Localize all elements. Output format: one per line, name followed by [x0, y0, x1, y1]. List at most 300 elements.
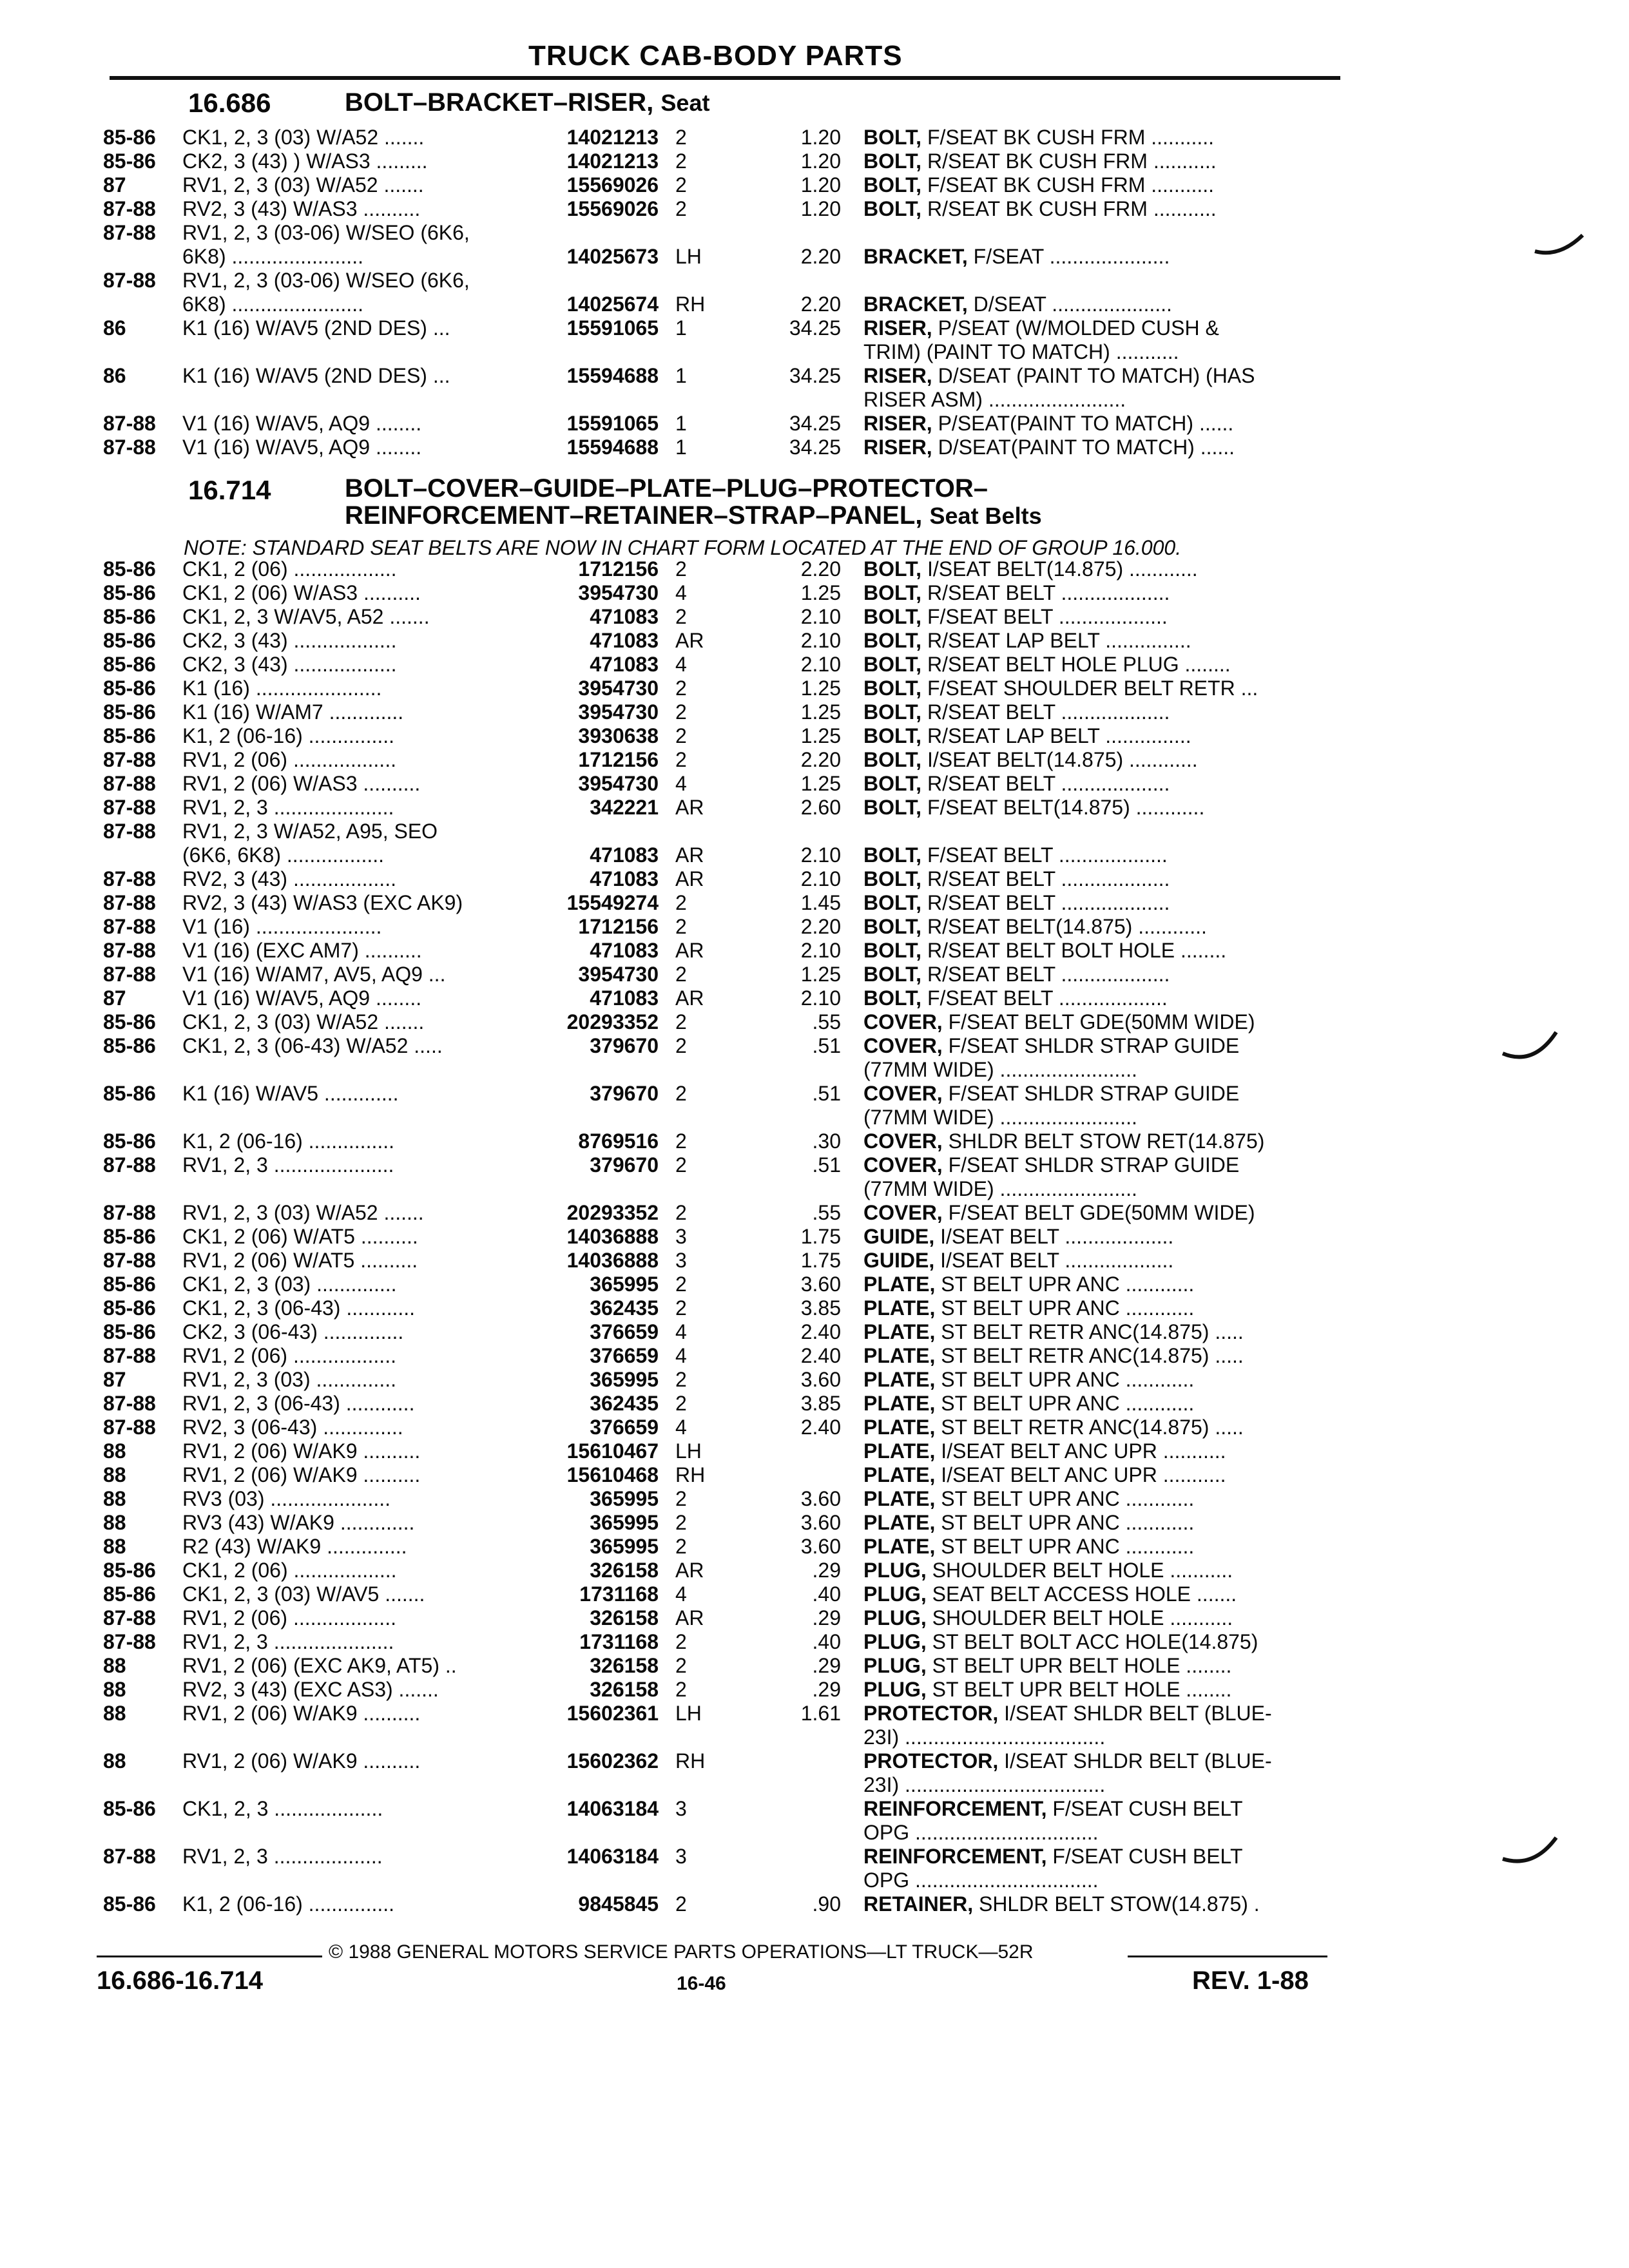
model-cell: 6K8) .......................	[182, 293, 363, 316]
description-part-name: BOLT,	[863, 149, 922, 173]
year-cell: 87-88	[103, 1201, 156, 1224]
description-text: I/SEAT BELT ANC UPR ...........	[941, 1463, 1226, 1486]
price-cell: 2.40	[800, 1344, 841, 1367]
model-cell: RV1, 2 (06) ..................	[182, 1606, 396, 1629]
price-cell: 2.10	[800, 605, 841, 628]
table-row	[0, 1439, 1629, 1463]
model-cell: V1 (16) (EXC AM7) ..........	[182, 939, 422, 962]
footer-rule-left	[97, 1956, 322, 1957]
model-cell: R2 (43) W/AK9 ..............	[182, 1535, 407, 1558]
year-cell: 86	[103, 316, 126, 340]
description-text: F/SEAT BK CUSH FRM ...........	[927, 126, 1215, 149]
quantity-cell: 3	[675, 1249, 687, 1272]
description-part-name: BOLT,	[863, 581, 922, 604]
quantity-cell: RH	[675, 1749, 706, 1773]
description-text: SEAT BELT ACCESS HOLE .......	[932, 1582, 1237, 1606]
year-cell: 87	[103, 173, 126, 197]
model-cell: RV1, 2, 3 W/A52, A95, SEO	[182, 820, 438, 843]
description-part-name: PLATE,	[863, 1416, 936, 1439]
table-row	[0, 1606, 1629, 1630]
table-row	[0, 293, 1629, 316]
table-row	[0, 1725, 1629, 1749]
year-cell: 88	[103, 1749, 126, 1773]
footer-copyright: © 1988 GENERAL MOTORS SERVICE PARTS OPERATIONS—LT TRUCK—52R	[329, 1941, 1034, 1963]
year-cell: 85-86	[103, 1225, 156, 1248]
table-row	[0, 149, 1629, 173]
description-part-name: COVER,	[863, 1010, 943, 1033]
model-cell: CK1, 2 (06) ..................	[182, 1559, 397, 1582]
description-part-name: RISER,	[863, 436, 932, 459]
description-cell	[863, 796, 1327, 820]
year-cell: 85-86	[103, 1797, 156, 1820]
year-cell: 88	[103, 1654, 126, 1677]
model-cell: RV1, 2, 3 (03-06) W/SEO (6K6,	[182, 269, 470, 292]
part-number-cell: 342221	[590, 796, 659, 819]
table-row	[0, 1582, 1629, 1606]
description-part-name: COVER,	[863, 1034, 943, 1057]
description-part-name: BOLT,	[863, 748, 922, 771]
model-cell: K1 (16) W/AM7 .............	[182, 700, 404, 724]
description-part-name: COVER,	[863, 1129, 943, 1153]
quantity-cell: 2	[675, 1487, 687, 1510]
price-cell: 2.20	[800, 748, 841, 771]
table-row	[0, 581, 1629, 605]
quantity-cell: RH	[675, 293, 706, 316]
description-text: F/SEAT BELT ...................	[927, 605, 1168, 628]
part-number-cell: 379670	[590, 1034, 659, 1057]
table-row	[0, 867, 1629, 891]
description-part-name: BOLT,	[863, 126, 922, 149]
table-row	[0, 1630, 1629, 1654]
description-text: F/SEAT SHLDR STRAP GUIDE	[948, 1034, 1240, 1057]
quantity-cell: AR	[675, 1606, 704, 1629]
part-number-cell: 15610467	[566, 1439, 659, 1463]
table-row	[0, 269, 1629, 293]
description-cell	[863, 724, 1327, 748]
description-text: F/SEAT BELT(14.875) ............	[927, 796, 1205, 819]
description-cell	[863, 605, 1327, 629]
description-part-name: BRACKET,	[863, 245, 968, 268]
part-number-cell: 326158	[590, 1678, 659, 1701]
model-cell: RV1, 2, 3 .....................	[182, 1630, 394, 1653]
price-cell: 1.20	[800, 197, 841, 220]
description-part-name: PLUG,	[863, 1582, 927, 1606]
part-number-cell: 15610468	[566, 1463, 659, 1486]
footer-revision: REV. 1-88	[1192, 1966, 1309, 1995]
description-cell	[863, 1439, 1327, 1463]
part-number-cell: 3954730	[578, 581, 659, 604]
description-text: ST BELT UPR ANC ............	[941, 1487, 1195, 1510]
quantity-cell: 2	[675, 605, 687, 628]
model-cell: K1 (16) ......................	[182, 677, 382, 700]
description-part-name: PLATE,	[863, 1320, 936, 1343]
price-cell: 2.60	[800, 796, 841, 819]
price-cell: 2.10	[800, 653, 841, 676]
model-cell: K1, 2 (06-16) ...............	[182, 1129, 395, 1153]
description-part-name: BOLT,	[863, 891, 922, 914]
year-cell: 88	[103, 1702, 126, 1725]
part-number-cell: 15591065	[566, 412, 659, 435]
year-cell: 88	[103, 1678, 126, 1701]
model-cell: CK1, 2, 3 ...................	[182, 1797, 383, 1820]
price-cell: 1.25	[800, 581, 841, 604]
quantity-cell: 2	[675, 677, 687, 700]
description-cell	[863, 915, 1327, 939]
year-cell: 85-86	[103, 1582, 156, 1606]
section-title-16686	[345, 89, 709, 116]
table-row	[0, 364, 1629, 388]
year-cell: 87-88	[103, 891, 156, 914]
description-cell	[863, 963, 1327, 986]
table-row	[0, 796, 1629, 820]
quantity-cell: 2	[675, 1678, 687, 1701]
model-cell: CK1, 2 (06) ..................	[182, 557, 397, 581]
description-cell	[863, 1773, 1327, 1797]
year-cell: 88	[103, 1439, 126, 1463]
quantity-cell: AR	[675, 629, 704, 652]
year-cell: 88	[103, 1511, 126, 1534]
description-cell	[863, 1487, 1327, 1511]
year-cell: 87-88	[103, 1845, 156, 1868]
part-number-cell: 376659	[590, 1344, 659, 1367]
description-part-name: PROTECTOR,	[863, 1749, 999, 1773]
table-row	[0, 1344, 1629, 1368]
price-cell: 1.25	[800, 963, 841, 986]
year-cell: 88	[103, 1463, 126, 1486]
table-row	[0, 700, 1629, 724]
description-part-name: BRACKET,	[863, 293, 968, 316]
description-text: ST BELT UPR ANC ............	[941, 1368, 1195, 1391]
model-cell: V1 (16) ......................	[182, 915, 382, 938]
description-cell	[863, 1559, 1327, 1582]
table-row	[0, 1749, 1629, 1773]
table-row	[0, 1129, 1629, 1153]
quantity-cell: 3	[675, 1225, 687, 1248]
description-text: R/SEAT BELT BOLT HOLE ........	[927, 939, 1227, 962]
part-number-cell: 3954730	[578, 677, 659, 700]
description-part-name: PLATE,	[863, 1463, 936, 1486]
year-cell: 86	[103, 364, 126, 387]
price-cell: .29	[812, 1606, 841, 1629]
description-cell	[863, 843, 1327, 867]
description-part-name: RISER,	[863, 412, 932, 435]
model-cell: RV1, 2 (06) W/AK9 ..........	[182, 1463, 421, 1486]
quantity-cell: 2	[675, 1034, 687, 1057]
description-text: ST BELT UPR ANC ............	[941, 1535, 1195, 1558]
price-cell: 34.25	[789, 364, 841, 387]
description-cell	[863, 986, 1327, 1010]
quantity-cell: 2	[675, 1630, 687, 1653]
quantity-cell: AR	[675, 939, 704, 962]
table-row	[0, 963, 1629, 986]
description-cell	[863, 1702, 1327, 1725]
year-cell: 85-86	[103, 653, 156, 676]
quantity-cell: 2	[675, 1082, 687, 1105]
price-cell: .29	[812, 1559, 841, 1582]
quantity-cell: 2	[675, 1535, 687, 1558]
part-number-cell: 3954730	[578, 700, 659, 724]
quantity-cell: 2	[675, 1201, 687, 1224]
part-number-cell: 3930638	[578, 724, 659, 747]
year-cell: 88	[103, 1487, 126, 1510]
description-text: SHLDR BELT STOW RET(14.875)	[948, 1129, 1265, 1153]
model-cell: CK2, 3 (43) ..................	[182, 653, 397, 676]
price-cell: 2.20	[800, 915, 841, 938]
price-cell: 2.10	[800, 629, 841, 652]
description-text: SHOULDER BELT HOLE ...........	[932, 1559, 1233, 1582]
description-cell	[863, 412, 1327, 436]
year-cell: 85-86	[103, 1034, 156, 1057]
model-cell: CK1, 2, 3 (03) W/AV5 .......	[182, 1582, 425, 1606]
description-cell	[863, 1654, 1327, 1678]
year-cell: 87-88	[103, 772, 156, 795]
description-cell	[863, 1511, 1327, 1535]
description-text: I/SEAT BELT ANC UPR ...........	[941, 1439, 1226, 1463]
description-part-name: GUIDE,	[863, 1225, 935, 1248]
year-cell: 85-86	[103, 724, 156, 747]
quantity-cell: 2	[675, 1654, 687, 1677]
table-row	[0, 820, 1629, 843]
description-part-name: BOLT,	[863, 939, 922, 962]
description-text: ST BELT UPR ANC ............	[941, 1511, 1195, 1534]
price-cell: 2.40	[800, 1320, 841, 1343]
description-cell	[863, 700, 1327, 724]
price-cell: .40	[812, 1582, 841, 1606]
table-row	[0, 1678, 1629, 1702]
part-number-cell: 365995	[590, 1535, 659, 1558]
description-text: R/SEAT LAP BELT ...............	[927, 629, 1191, 652]
description-cell	[863, 149, 1327, 173]
table-row	[0, 1869, 1629, 1892]
quantity-cell: 2	[675, 915, 687, 938]
description-text: I/SEAT BELT ...................	[940, 1249, 1174, 1272]
description-text: R/SEAT BELT ...................	[927, 772, 1170, 795]
price-cell: 3.60	[800, 1368, 841, 1391]
price-cell: 2.20	[800, 245, 841, 268]
description-text: OPG ................................	[863, 1869, 1099, 1892]
price-cell: 1.25	[800, 724, 841, 747]
quantity-cell: 4	[675, 1416, 687, 1439]
table-row	[0, 1368, 1629, 1392]
part-number-cell: 15569026	[566, 173, 659, 197]
quantity-cell: 2	[675, 724, 687, 747]
part-number-cell: 14063184	[566, 1797, 659, 1820]
description-text: RISER ASM) ........................	[863, 388, 1126, 411]
description-text: R/SEAT BELT ...................	[927, 700, 1170, 724]
description-cell	[863, 126, 1327, 149]
description-text: R/SEAT BELT ...................	[927, 891, 1170, 914]
price-cell: 1.25	[800, 677, 841, 700]
year-cell: 85-86	[103, 1273, 156, 1296]
model-cell: RV1, 2 (06) ..................	[182, 748, 396, 771]
description-part-name: REINFORCEMENT,	[863, 1845, 1047, 1868]
description-text: F/SEAT BELT ...................	[927, 843, 1168, 867]
description-cell	[863, 1225, 1327, 1249]
description-part-name: BOLT,	[863, 653, 922, 676]
quantity-cell: AR	[675, 986, 704, 1010]
quantity-cell: 2	[675, 1892, 687, 1916]
description-part-name: PLUG,	[863, 1678, 927, 1701]
table-row	[0, 1773, 1629, 1797]
model-cell: 6K8) .......................	[182, 245, 363, 268]
year-cell: 85-86	[103, 1010, 156, 1033]
description-cell	[863, 1201, 1327, 1225]
model-cell: CK2, 3 (43) ) W/AS3 .........	[182, 149, 428, 173]
quantity-cell: LH	[675, 1702, 702, 1725]
price-cell: .29	[812, 1654, 841, 1677]
model-cell: CK1, 2, 3 (03) W/A52 .......	[182, 126, 425, 149]
description-part-name: PLATE,	[863, 1511, 936, 1534]
description-part-name: BOLT,	[863, 843, 922, 867]
table-row	[0, 388, 1629, 412]
description-part-name: BOLT,	[863, 772, 922, 795]
quantity-cell: 1	[675, 316, 687, 340]
model-cell: RV2, 3 (43) (EXC AS3) .......	[182, 1678, 439, 1701]
description-cell	[863, 1892, 1327, 1916]
description-cell	[863, 772, 1327, 796]
price-cell: 1.25	[800, 772, 841, 795]
description-text: F/SEAT BELT ...................	[927, 986, 1168, 1010]
description-text: F/SEAT .....................	[973, 245, 1170, 268]
description-cell	[863, 1392, 1327, 1416]
description-part-name: BOLT,	[863, 915, 922, 938]
quantity-cell: 4	[675, 772, 687, 795]
quantity-cell: 4	[675, 1320, 687, 1343]
part-number-cell: 14021213	[566, 126, 659, 149]
description-part-name: BOLT,	[863, 677, 922, 700]
model-cell: RV1, 2, 3 (03) W/A52 .......	[182, 173, 424, 197]
description-text: P/SEAT(PAINT TO MATCH) ......	[938, 412, 1234, 435]
table-row	[0, 245, 1629, 269]
description-part-name: COVER,	[863, 1201, 943, 1224]
quantity-cell: 2	[675, 748, 687, 771]
model-cell: CK1, 2, 3 (03) ..............	[182, 1273, 397, 1296]
year-cell: 87-88	[103, 867, 156, 890]
quantity-cell: 4	[675, 581, 687, 604]
part-number-cell: 15594688	[566, 436, 659, 459]
quantity-cell: 2	[675, 1296, 687, 1320]
price-cell: 1.20	[800, 126, 841, 149]
year-cell: 85-86	[103, 149, 156, 173]
table-row	[0, 891, 1629, 915]
description-cell	[863, 1416, 1327, 1439]
year-cell: 85-86	[103, 605, 156, 628]
part-number-cell: 379670	[590, 1082, 659, 1105]
page-header-title: TRUCK CAB-BODY PARTS	[528, 40, 903, 72]
part-number-cell: 471083	[590, 986, 659, 1010]
description-cell	[863, 340, 1327, 364]
quantity-cell: 4	[675, 653, 687, 676]
description-cell	[863, 1368, 1327, 1392]
description-text: D/SEAT(PAINT TO MATCH) ......	[938, 436, 1235, 459]
description-cell	[863, 1106, 1327, 1129]
description-cell	[863, 1177, 1327, 1201]
description-part-name: BOLT,	[863, 963, 922, 986]
description-cell	[863, 1129, 1327, 1153]
description-cell	[863, 1749, 1327, 1773]
description-text: R/SEAT LAP BELT ...............	[927, 724, 1191, 747]
description-text: R/SEAT BELT ...................	[927, 581, 1170, 604]
year-cell: 85-86	[103, 1129, 156, 1153]
section-title-line1: BOLT–COVER–GUIDE–PLATE–PLUG–PROTECTOR–	[345, 474, 988, 503]
model-cell: V1 (16) W/AV5, AQ9 ........	[182, 436, 422, 459]
quantity-cell: 2	[675, 1153, 687, 1177]
year-cell: 87	[103, 1368, 126, 1391]
year-cell: 87-88	[103, 796, 156, 819]
table-row	[0, 1153, 1629, 1177]
description-text: I/SEAT SHLDR BELT (BLUE-	[1004, 1749, 1272, 1773]
description-text: 23I) ...................................	[863, 1773, 1106, 1796]
year-cell: 87-88	[103, 915, 156, 938]
quantity-cell: 4	[675, 1344, 687, 1367]
year-cell: 87-88	[103, 1153, 156, 1177]
year-cell: 85-86	[103, 700, 156, 724]
price-cell: 3.85	[800, 1392, 841, 1415]
part-number-cell: 15549274	[566, 891, 659, 914]
description-cell	[863, 245, 1327, 269]
table-row	[0, 1535, 1629, 1559]
description-part-name: PLATE,	[863, 1439, 936, 1463]
description-text: F/SEAT CUSH BELT	[1052, 1797, 1243, 1820]
year-cell: 87-88	[103, 436, 156, 459]
price-cell: .51	[812, 1153, 841, 1177]
description-text: (77MM WIDE) ........................	[863, 1177, 1137, 1200]
part-number-cell: 20293352	[566, 1010, 659, 1033]
part-number-cell: 15591065	[566, 316, 659, 340]
description-cell	[863, 1249, 1327, 1273]
price-cell: 2.10	[800, 867, 841, 890]
quantity-cell: 2	[675, 1392, 687, 1415]
year-cell: 87	[103, 986, 126, 1010]
description-text: 23I) ...................................	[863, 1725, 1106, 1749]
description-cell	[863, 316, 1327, 340]
model-cell: RV1, 2, 3 (03) ..............	[182, 1368, 396, 1391]
description-cell	[863, 677, 1327, 700]
part-number-cell: 20293352	[566, 1201, 659, 1224]
description-cell	[863, 364, 1327, 388]
table-row	[0, 1797, 1629, 1821]
part-number-cell: 8769516	[578, 1129, 659, 1153]
part-number-cell: 471083	[590, 867, 659, 890]
model-cell: RV1, 2, 3 (03) W/A52 .......	[182, 1201, 424, 1224]
model-cell: CK1, 2, 3 (06-43) ............	[182, 1296, 416, 1320]
part-number-cell: 15602361	[566, 1702, 659, 1725]
price-cell: 2.10	[800, 939, 841, 962]
year-cell: 85-86	[103, 1296, 156, 1320]
model-cell: RV2, 3 (43) ..................	[182, 867, 396, 890]
quantity-cell: 2	[675, 173, 687, 197]
section-title-line2: REINFORCEMENT–RETAINER–STRAP–PANEL,	[345, 501, 923, 530]
model-cell: CK1, 2 (06) W/AS3 ..........	[182, 581, 421, 604]
quantity-cell: 4	[675, 1582, 687, 1606]
part-number-cell: 1712156	[578, 748, 659, 771]
part-number-cell: 376659	[590, 1416, 659, 1439]
table-row	[0, 1106, 1629, 1129]
description-cell	[863, 173, 1327, 197]
year-cell: 87-88	[103, 412, 156, 435]
table-row	[0, 986, 1629, 1010]
description-cell	[863, 1153, 1327, 1177]
part-number-cell: 471083	[590, 653, 659, 676]
price-cell: .29	[812, 1678, 841, 1701]
model-cell: RV2, 3 (06-43) ..............	[182, 1416, 403, 1439]
description-text: SHLDR BELT STOW(14.875) .	[978, 1892, 1260, 1916]
part-number-cell: 14025673	[566, 245, 659, 268]
price-cell: .51	[812, 1034, 841, 1057]
description-text: R/SEAT BELT ...................	[927, 963, 1170, 986]
description-cell	[863, 1273, 1327, 1296]
part-number-cell: 471083	[590, 629, 659, 652]
